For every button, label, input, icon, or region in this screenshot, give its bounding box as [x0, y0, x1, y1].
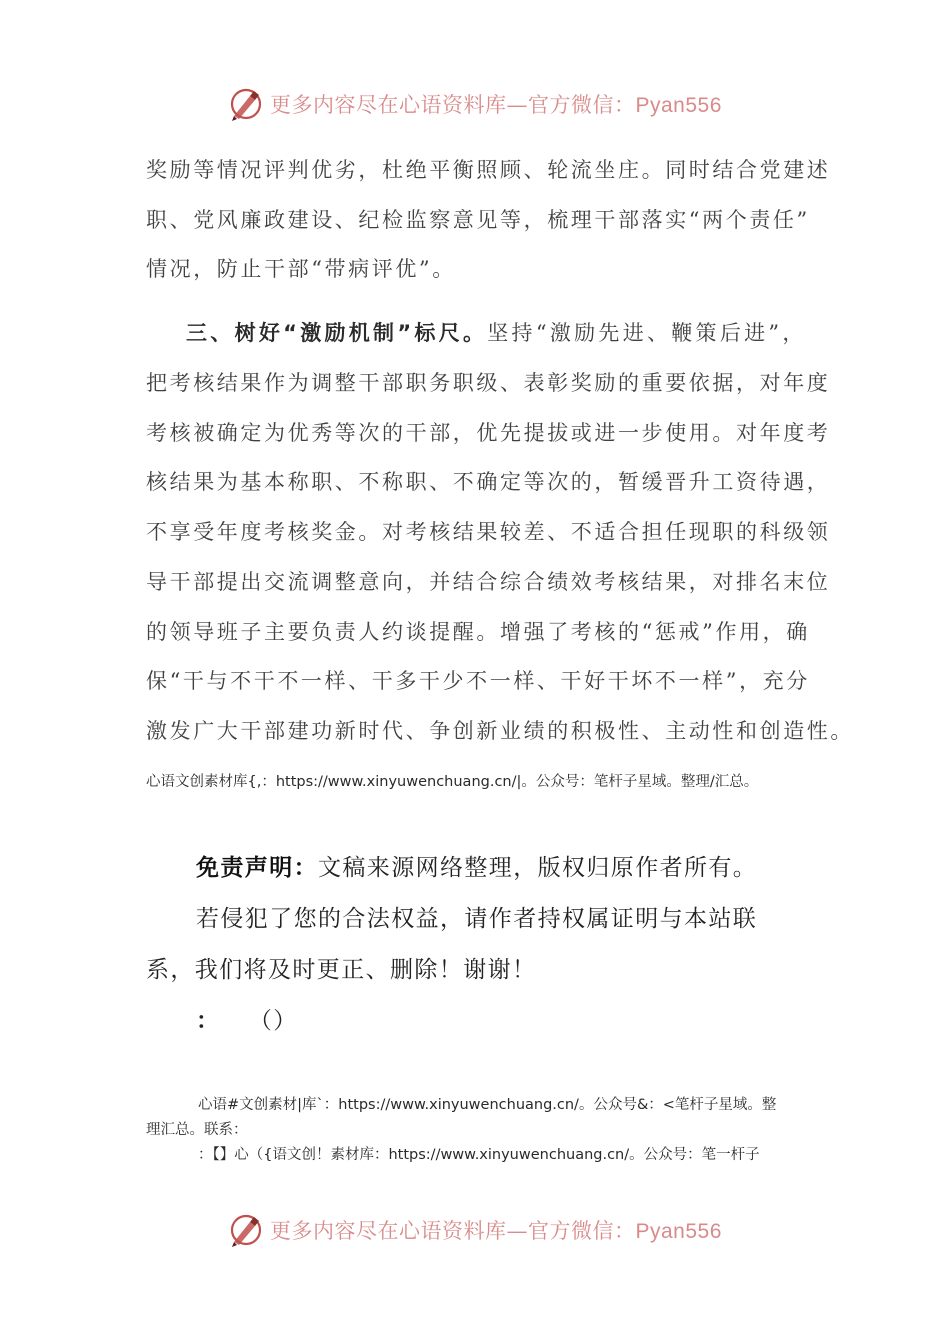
body-line: 激发广大干部建功新时代、争创新业绩的积极性、主动性和创造性。: [146, 718, 854, 743]
disclaimer: [146, 848, 806, 1052]
footer-notes: [146, 1093, 806, 1168]
body-line: 考核被确定为优秀等次的干部，优先提拔或进一步使用。对年度考: [146, 420, 831, 445]
wechat-id: Pyan556: [635, 94, 722, 117]
section-3-first-line: [146, 315, 806, 365]
pen-in-circle-icon: [228, 86, 264, 122]
footer-banner: [228, 1210, 722, 1250]
body-line: 奖励等情况评判优劣，杜绝平衡照顾、轮流坐庄。同时结合党建述: [146, 158, 831, 182]
disclaimer-text: 文稿来源网络整理，版权归原作者所有。: [318, 855, 758, 881]
disclaimer-paren: （）: [260, 1008, 298, 1034]
body-line: 的领导班子主要负责人约谈提醒。增强了考核的“惩戒”作用，确: [146, 619, 810, 644]
body-line: 把考核结果作为调整干部职务职级、表彰奖励的重要依据，对年度: [146, 371, 831, 396]
footer-note-line: 心语#文创素材|库`：https://www.xinyuwenchuang.cn/。公众号&：<笔杆子星域。整: [198, 1097, 777, 1113]
body-line: 核结果为基本称职、不称职、不确定等次的，暂缓晋升工资待遇，: [146, 470, 831, 495]
disclaimer-line-2: 若侵犯了您的合法权益，请作者持权属证明与本站联: [196, 906, 758, 932]
body-line: 保“干与不干不一样、干多干少不一样、干好干坏不一样”，充分: [146, 669, 810, 694]
disclaimer-heading: 免责声明：: [196, 855, 318, 881]
footer-note-line: 理汇总。联系：: [146, 1122, 248, 1138]
body-line: 不享受年度考核奖金。对考核结果较差、不适合担任现职的科级领: [146, 520, 831, 545]
pen-in-circle-icon: [228, 1212, 264, 1248]
section-3-first-line-rest: 坚持“激励先进、鞭策后进”，: [487, 321, 806, 346]
banner-text: 更多内容尽在心语资料库—官方微信：Pyan556: [270, 93, 722, 117]
disclaimer-colon: ：: [196, 1008, 221, 1034]
body-line: 情况，防止干部“带病评优”。: [146, 257, 456, 282]
source-note: 心语文创素材库{,：https://www.xinyuwenchuang.cn/|。公众号：笔杆子星域。整理/汇总。: [146, 774, 759, 790]
body-line: 导干部提出交流调整意向，并结合综合绩效考核结果，对排名末位: [146, 569, 831, 594]
header-banner: [228, 84, 722, 124]
footer-note-line: ：【】心（{语文创！素材库：https://www.xinyuwenchuang.cn/。公众号：笔一杆子: [198, 1147, 760, 1163]
disclaimer-line-3: 系，我们将及时更正、删除！谢谢！: [146, 957, 537, 983]
banner-text: 更多内容尽在心语资料库—官方微信：Pyan556: [270, 1219, 722, 1243]
disclaimer-line-1: [146, 848, 806, 899]
disclaimer-line-4: [146, 1001, 806, 1052]
article-body: [146, 152, 854, 763]
body-line: 职、党风廉政建设、纪检监察意见等，梳理干部落实“两个责任”: [146, 207, 810, 232]
section-3-heading: 三、树好“激励机制”标尺。: [186, 321, 488, 346]
wechat-id: Pyan556: [635, 1220, 722, 1243]
